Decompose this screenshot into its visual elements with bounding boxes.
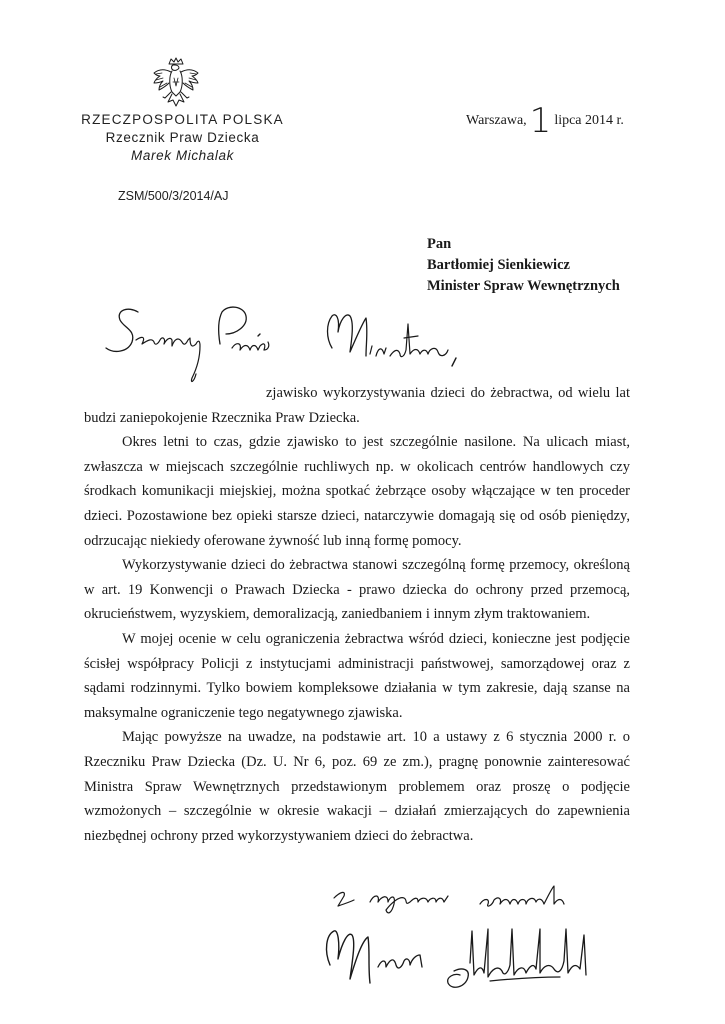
letter-body bbox=[84, 381, 630, 848]
body-paragraph: Mając powyższe na uwadze, na podstawie art. 10 a ustawy z 6 stycznia 2000 r. o Rzeczniku Praw Dziecka (Dz. U. Nr 6, poz. 69 ze zm.), pragnę ponownie zainteresować Ministra Spraw Wewnętrznych przedstawionym problemem oraz proszę o podjęcie wzmożonych – szczególnie w okresie wakacji – działań zmierzających do zapewnienia niezbędnej ochrony przed wykorzystywaniem dzieci do żebractwa. bbox=[84, 729, 630, 844]
recipient-title: Minister Spraw Wewnętrznych bbox=[427, 278, 620, 294]
recipient-block bbox=[427, 234, 620, 297]
body-paragraph: W mojej ocenie w celu ograniczenia żebractwa wśród dzieci, konieczne jest podjęcie ścisłej współpracy Policji z instytucjami administracji państwowej, samorządowej oraz z sądami rodzinnymi. Tylko bowiem kompleksowe działania w tym zakresie, dają szanse na maksymalne ograniczenie tego negatywnego zjawiska. bbox=[84, 630, 630, 721]
handwritten-signature bbox=[320, 915, 620, 1000]
recipient-salutation: Pan bbox=[427, 236, 452, 252]
letterhead-name: Marek Michalak bbox=[131, 148, 234, 163]
letterhead bbox=[80, 112, 285, 163]
handwritten-closing bbox=[330, 876, 610, 918]
body-paragraph: zjawisko wykorzystywania dzieci do żebractwa, od wielu lat budzi zaniepokojenie Rzecznika Praw Dziecka. bbox=[84, 385, 630, 426]
body-paragraph: Okres letni to czas, gdzie zjawisko to jest szczególnie nasilone. Na ulicach miast, zwłaszcza w miejscach szczególnie ruchliwych np. w okolicach centrów handlowych czy środkach komunikacji miejskiej, można spotkać żebrzące osoby włączające w ten proceder dzieci. Pozostawione bez opieki starsze dzieci, natarczywie domagają się od osób pieniędzy, odrzucając niekiedy oferowane żywność lub inną formę pomocy. bbox=[84, 434, 630, 549]
date-day-handwritten: 1 bbox=[529, 101, 552, 141]
body-paragraph: Wykorzystywanie dzieci do żebractwa stanowi szczególną formę przemocy, określoną w art. 19 Konwencji o Prawach Dziecka - prawo dziecka do ochrony przed przemocą, okrucieństwem, wyzyskiem, demoralizacją, zaniedbaniem i innym złym traktowaniem. bbox=[84, 557, 630, 623]
date-month-year: lipca 2014 r. bbox=[554, 113, 624, 128]
recipient-name: Bartłomiej Sienkiewicz bbox=[427, 257, 570, 273]
letterhead-office: Rzecznik Praw Dziecka bbox=[105, 130, 260, 145]
polish-eagle-emblem-icon bbox=[150, 56, 202, 110]
letterhead-country: RZECZPOSPOLITA POLSKA bbox=[81, 112, 284, 127]
handwritten-salutation bbox=[100, 298, 500, 393]
letter-date bbox=[466, 101, 624, 141]
date-city: Warszawa, bbox=[466, 113, 527, 128]
reference-number: ZSM/500/3/2014/AJ bbox=[118, 189, 229, 203]
